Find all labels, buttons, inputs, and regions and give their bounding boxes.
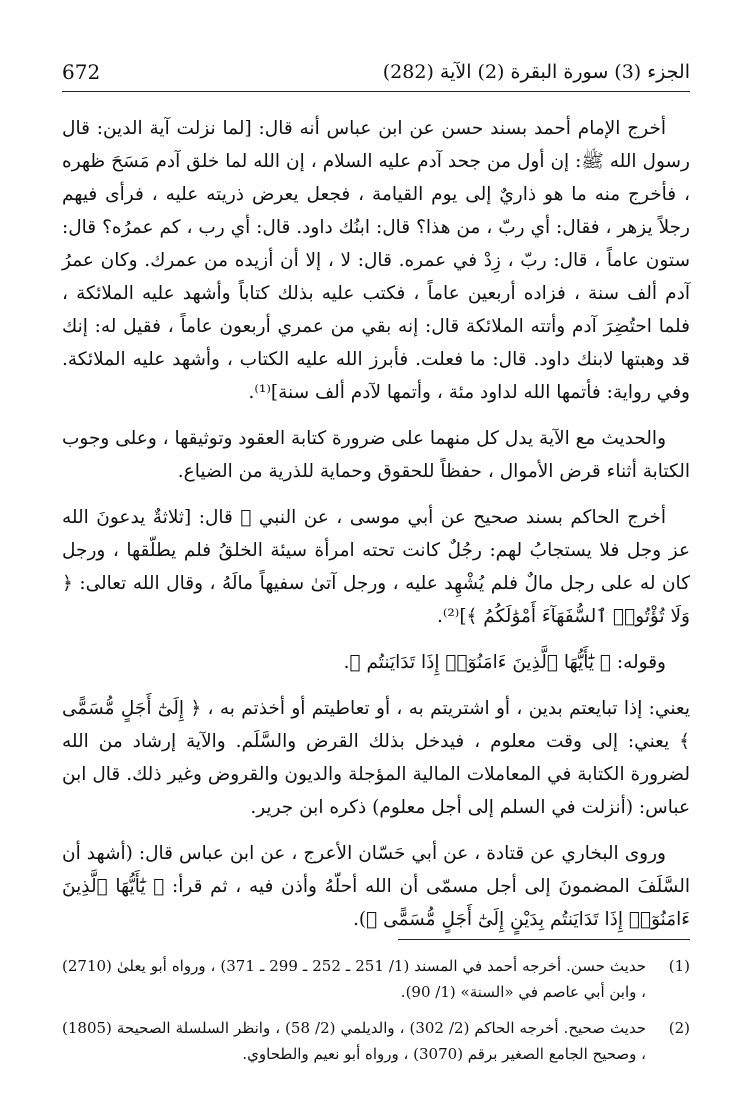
paragraph-explanation: يعني: إذا تبايعتم بدين ، أو اشتريتم به ، أو تعاطيتم أو أخذتم به ، ﴿ إِلَىٰٓ أَجَلٍ مُّسَمًّى ﴾ يعني: إلى وقت معلوم ، فيدخل بذلك القرض والسَّلَم. والآية إرشاد من الله لضرورة الكتابة في المعاملات المالية المؤجلة والديون والقروض وغير ذلك. قال ابن عباس: (أنزلت في السلم إلى أجل معلوم) ذكره ابن جرير.: [62, 698, 690, 818]
footnote-rule: [398, 939, 690, 940]
paragraph-bukhari: وروى البخاري عن قتادة ، عن أبي حَسّان الأعرج ، عن ابن عباس قال: (أشهد أن السَّلَفَ المضمونَ إلى أجل مسمّى أن الله أحلّهُ وأذن فيه ، ثم قرأ: ﴿ يَٰٓأَيُّهَا ٱلَّذِينَ ءَامَنُوٓا۟ إِذَا تَدَايَنتُم بِدَيْنٍ إِلَىٰٓ أَجَلٍ مُّسَمًّى ﴾).: [62, 843, 690, 930]
running-title: الجزء (3) سورة البقرة (2) الآية (282): [382, 61, 690, 83]
paragraph-commentary: والحديث مع الآية يدل كل منهما على ضرورة كتابة العقود وتوثيقها ، وعلى وجوب الكتابة أثناء قرض الأموال ، حفظاً للحقوق وحماية للذرية من الضياع.: [62, 428, 690, 482]
footnote: [62, 1015, 690, 1067]
footnote: [62, 953, 690, 1005]
footnote-number: (1): [668, 957, 690, 975]
header-rule: [62, 91, 690, 92]
footnotes: [62, 953, 690, 1077]
main-text: [62, 112, 690, 949]
footnote-number: (2): [668, 1019, 690, 1037]
page-number: 672: [62, 60, 101, 84]
page-header: [62, 57, 690, 87]
footnote-text: حديث صحيح. أخرجه الحاكم (2/ 302) ، والديلمي (2/ 58) ، وانظر السلسلة الصحيحة (1805) ، وصحيح الجامع الصغير برقم (3070) ، ورواه أبو نعيم والطحاوي.: [62, 1019, 646, 1063]
paragraph-hakim-hadith: أخرج الحاكم بسند صحيح عن أبي موسى ، عن النبي ﷺ قال: [ثلاثةٌ يدعونَ الله عز وجل فلا يستجابُ لهم: رجُلٌ كانت تحته امرأة سيئة الخلقُ فلم يطلّقها ، ورجل كان له على رجل مالٌ فلم يُشْهِد عليه ، ورجل آتىٰ سفيهاً مالَهُ ، وقال الله تعالى: ﴿ وَلَا تُؤْتُوا۟ ٱلسُّفَهَآءَ أَمْوَٰلَكُمُ ﴾]⁽²⁾.: [62, 507, 690, 627]
paragraph-ahmad-hadith: أخرج الإمام أحمد بسند حسن عن ابن عباس أنه قال: [لما نزلت آية الدين: قال رسول الله ﷺ: إن أول من جحد آدم عليه السلام ، إن الله لما خلق آدم مَسَحَ ظهره ، فأخرج منه ما هو ذاريٌ إلى يوم القيامة ، فجعل يعرض ذريته عليه ، فرأى فيهم رجلاً يزهر ، فقال: أي ربّ ، من هذا؟ قال: ابنُك داود. قال: أي رب ، كم عمرُه؟ قال: ستون عاماً ، قال: ربّ ، زِدْ في عمره. قال: لا ، إلا أن أزيده من عمرك. وكان عمرُ آدم ألف سنة ، فزاده أربعين عاماً ، فكتب عليه بذلك كتاباً وأشهد عليه الملائكة ، فلما احتُضِرَ آدم وأتته الملائكة قال: إنه بقي من عمري أربعون عاماً ، فقيل له: إنك قد وهبتها لابنك داود. قال: ما فعلت. فأبرز الله عليه الكتاب ، وأشهد عليه الملائكة. وفي رواية: فأتمها الله لداود مئة ، وأتمها لآدم ألف سنة]⁽¹⁾.: [62, 118, 690, 403]
paragraph-verse-quote: وقوله: ﴿ يَٰٓأَيُّهَا ٱلَّذِينَ ءَامَنُوٓا۟ إِذَا تَدَايَنتُم ﴾.: [343, 652, 666, 673]
footnote-text: حديث حسن. أخرجه أحمد في المسند (1/ 251 ـ 252 ـ 299 ـ 371) ، ورواه أبو يعلىٰ (2710) ، وابن أبي عاصم في «السنة» (1/ 90).: [62, 957, 646, 1001]
